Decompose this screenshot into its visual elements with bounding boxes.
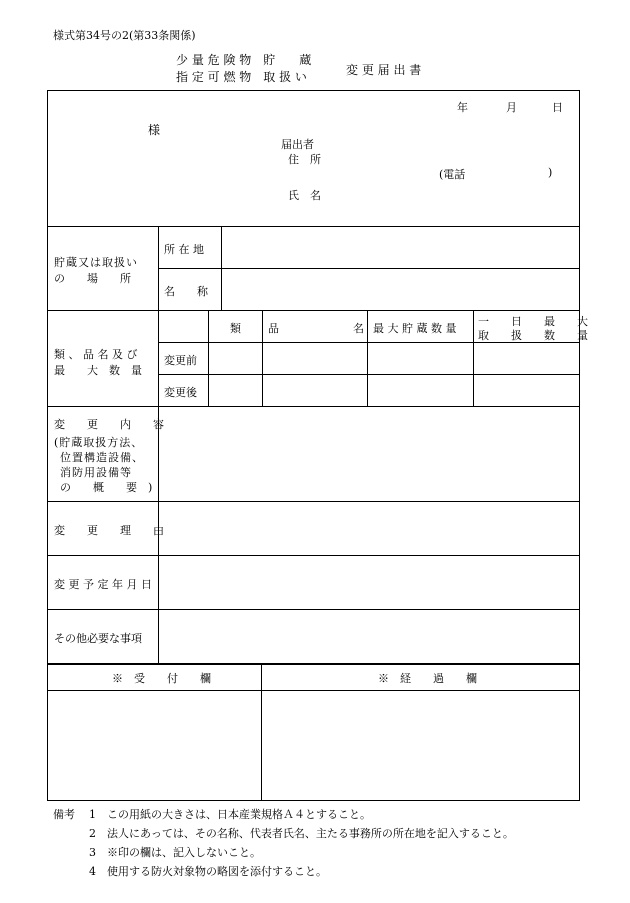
change-date-field[interactable] bbox=[159, 556, 579, 609]
column-daily-max-line-1: 一 日 最 大 bbox=[478, 315, 588, 328]
progress-column-header: ※ 経 過 欄 bbox=[378, 672, 477, 685]
form-number: 様式第34号の2(第33条関係) bbox=[53, 29, 196, 42]
other-matters-field[interactable] bbox=[159, 610, 579, 663]
column-daily-max-line-2: 取 扱 数 量 bbox=[478, 329, 588, 342]
note-number: 2 bbox=[89, 827, 96, 840]
note-number: 1 bbox=[89, 808, 96, 821]
addressee-suffix: 様 bbox=[148, 123, 161, 137]
note-text: 法人にあっては、その名称、代表者氏名、主たる事務所の所在地を記入すること。 bbox=[107, 827, 514, 840]
rule bbox=[261, 663, 262, 800]
change-reason-label: 変 更 理 由 bbox=[54, 524, 164, 537]
rule bbox=[48, 310, 579, 311]
change-content-field[interactable] bbox=[159, 407, 579, 501]
notification-form bbox=[47, 90, 588, 801]
location-name-field[interactable] bbox=[222, 269, 579, 310]
after-item-field[interactable] bbox=[263, 375, 367, 406]
before-max-storage-field[interactable] bbox=[368, 343, 473, 374]
rule bbox=[48, 690, 579, 691]
notifier-label: 届出者 bbox=[281, 138, 314, 151]
note-number: 4 bbox=[89, 865, 96, 878]
row-before-change: 変更前 bbox=[164, 354, 197, 367]
note-text: この用紙の大きさは、日本産業規格Ａ４とすること。 bbox=[107, 808, 371, 821]
note-text: ※印の欄は、記入しないこと。 bbox=[107, 846, 261, 859]
date-day: 日 bbox=[552, 101, 563, 114]
row-after-change: 変更後 bbox=[164, 386, 197, 399]
title-line-1: 少 量 危 険 物 貯 蔵 bbox=[176, 53, 312, 67]
title-line-2: 指 定 可 燃 物 取 扱 い bbox=[176, 70, 307, 84]
column-max-storage: 最 大 貯 蔵 数 量 bbox=[373, 322, 457, 335]
rule bbox=[48, 663, 579, 665]
change-content-label-line-4: 消防用設備等 bbox=[60, 466, 132, 479]
note-number: 3 bbox=[89, 846, 96, 859]
location-label-line-2: の 場 所 bbox=[54, 272, 131, 285]
location-address-label: 所 在 地 bbox=[164, 243, 204, 256]
other-matters-label: その他必要な事項 bbox=[54, 632, 142, 645]
column-class: 類 bbox=[230, 322, 241, 335]
phone-close: ) bbox=[548, 166, 553, 179]
location-address-field[interactable] bbox=[222, 227, 579, 268]
location-name-label: 名 称 bbox=[164, 285, 208, 298]
name-label: 氏 名 bbox=[288, 189, 321, 202]
reception-column-header: ※ 受 付 欄 bbox=[112, 672, 211, 685]
location-label-line-1: 貯蔵又は取扱い bbox=[54, 256, 138, 269]
change-content-label-line-2: (貯蔵取扱方法、 bbox=[54, 436, 144, 449]
title-suffix: 変 更 届 出 書 bbox=[346, 63, 422, 77]
notes-heading: 備考 bbox=[53, 808, 75, 821]
date-year: 年 bbox=[457, 101, 468, 114]
column-item-right: 名 bbox=[353, 322, 364, 335]
change-content-label-line-1: 変 更 内 容 bbox=[54, 418, 164, 431]
before-class-field[interactable] bbox=[209, 343, 262, 374]
quantity-label-line-2: 最 大 数 量 bbox=[54, 364, 142, 377]
change-content-label-line-3: 位置構造設備、 bbox=[60, 451, 144, 464]
quantity-label-line-1: 類 、 品 名 及 び bbox=[54, 348, 138, 361]
before-item-field[interactable] bbox=[263, 343, 367, 374]
after-max-storage-field[interactable] bbox=[368, 375, 473, 406]
note-text: 使用する防火対象物の略図を添付すること。 bbox=[107, 865, 327, 878]
change-date-label: 変 更 予 定 年 月 日 bbox=[54, 578, 152, 591]
after-class-field[interactable] bbox=[209, 375, 262, 406]
phone-open: (電話 bbox=[439, 168, 466, 181]
before-daily-max-field[interactable] bbox=[474, 343, 579, 374]
after-daily-max-field[interactable] bbox=[474, 375, 579, 406]
change-content-label-line-5: の 概 要 ) bbox=[60, 481, 153, 494]
column-item-left: 品 bbox=[268, 322, 279, 335]
address-label: 住 所 bbox=[288, 153, 321, 166]
date-month: 月 bbox=[506, 101, 517, 114]
change-reason-field[interactable] bbox=[159, 502, 579, 555]
